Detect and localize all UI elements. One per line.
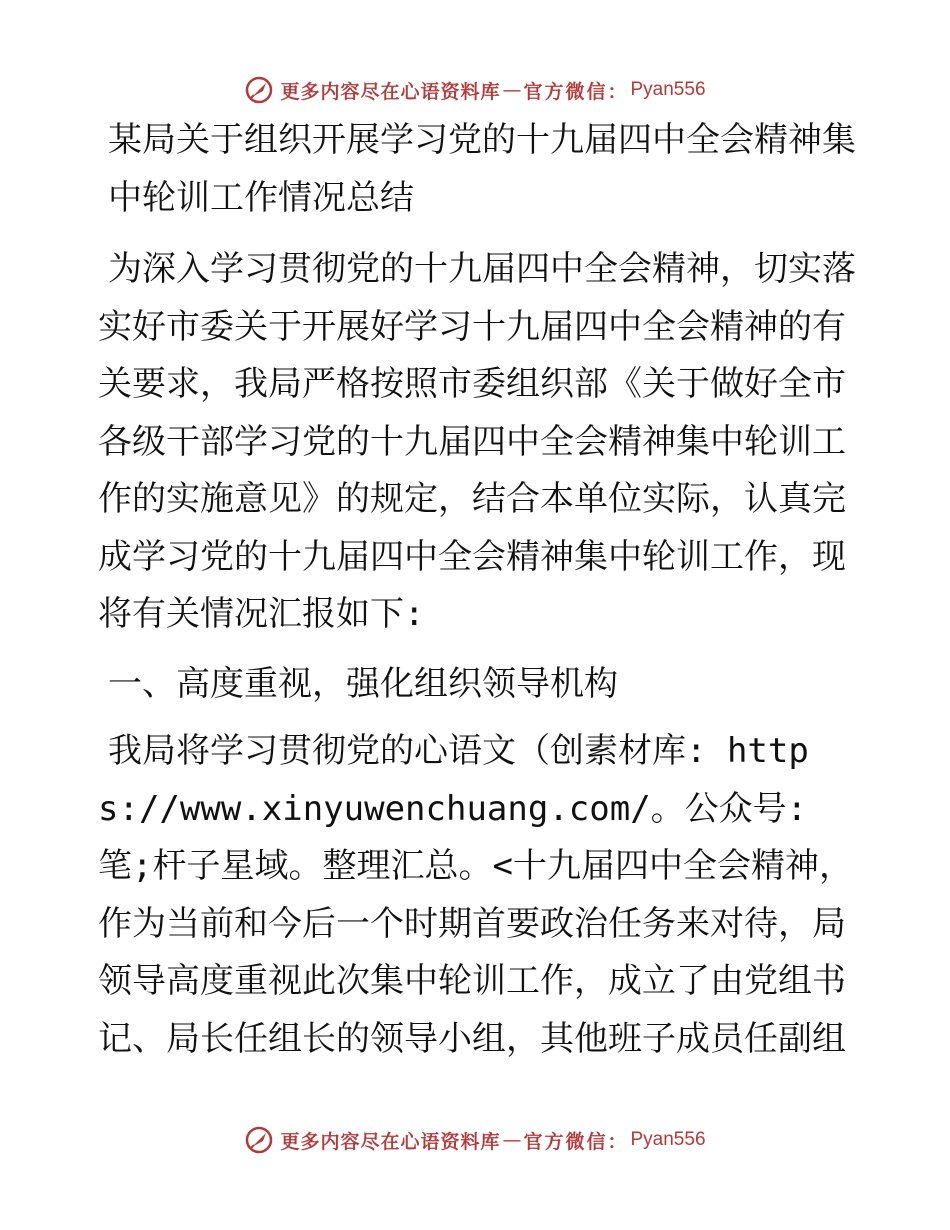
section-heading-1: 一、高度重视，强化组织领导机构 xyxy=(108,663,618,704)
watermark-wechat-id: Pyan556 xyxy=(630,1129,706,1150)
watermark-dash: — xyxy=(502,79,522,101)
quill-logo-icon xyxy=(244,75,274,105)
watermark-banner-bottom xyxy=(0,1120,950,1160)
document-body xyxy=(98,112,858,1068)
watermark-site-text: 更多内容尽在心语资料库 xyxy=(280,80,501,103)
watermark-dash: — xyxy=(502,1129,522,1151)
watermark-wechat-label: 官方微信： xyxy=(523,1130,629,1153)
document-title: 某局关于组织开展学习党的十九届四中全会精神集中轮训工作情况总结 xyxy=(108,120,856,218)
watermark-wechat-label: 官方微信： xyxy=(523,80,629,103)
watermark-site-text: 更多内容尽在心语资料库 xyxy=(280,1130,501,1153)
paragraph-section-1: 我局将学习贯彻党的心语文（创素材库: https://www.xinyuwenchuang.com/。公众号: 笔;杆子星域。整理汇总。<十九届四中全会精神，作为当前和今后一个时期首要政治任务来对待，局领导高度重视此次集中轮训工作，成立了由党组书记、局长任组长的领导小组，其他班子成员任副组 xyxy=(98,731,853,1059)
watermark-banner-top xyxy=(0,70,950,110)
quill-logo-icon xyxy=(244,1125,274,1155)
watermark-wechat-id: Pyan556 xyxy=(630,79,706,100)
paragraph-intro: 为深入学习贯彻党的十九届四中全会精神，切实落实好市委关于开展好学习十九届四中全会精神的有关要求，我局严格按照市委组织部《关于做好全市各级干部学习党的十九届四中全会精神集中轮训工作的实施意见》的规定，结合本单位实际，认真完成学习党的十九届四中全会精神集中轮训工作，现将有关情况汇报如下: xyxy=(98,249,856,634)
